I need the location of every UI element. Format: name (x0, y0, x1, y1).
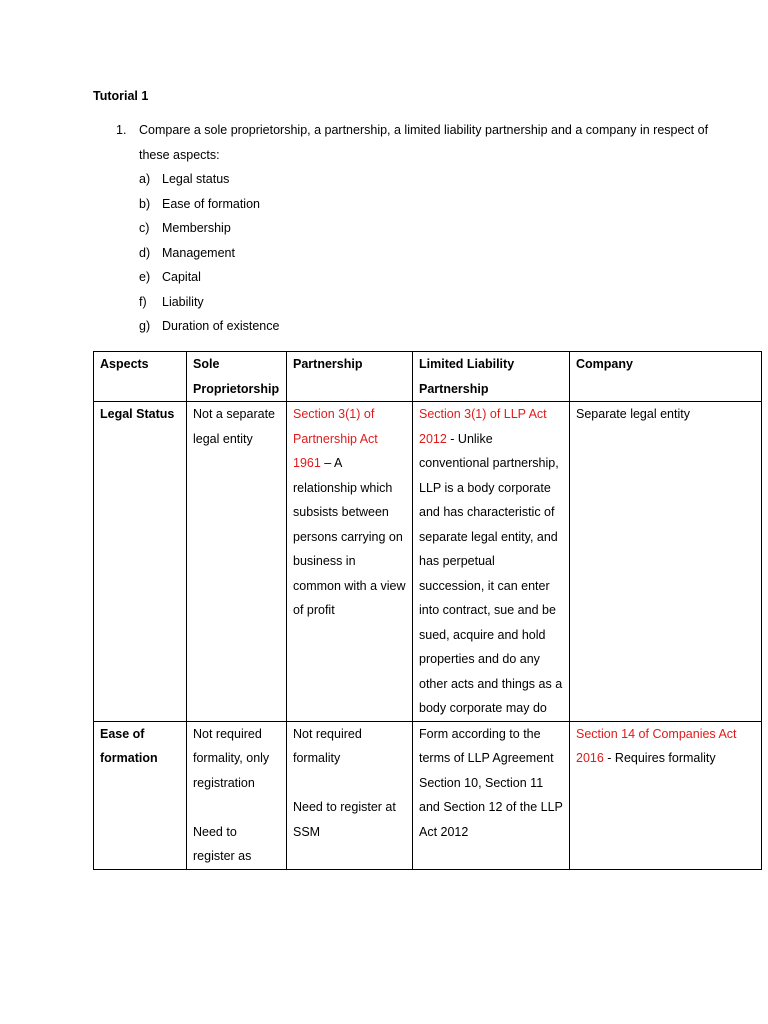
cell-llp-ease-of-formation: Form according to the terms of LLP Agreement Section 10, Section 11 and Section 12 of the LLP Act 2012 (413, 721, 570, 869)
cell-company-ease-of-formation (570, 721, 762, 869)
comparison-table (93, 351, 762, 870)
aspect-label: Membership (162, 221, 231, 235)
aspect-item (139, 314, 736, 339)
cell-sole-ease-of-formation (187, 721, 287, 869)
header-sole-proprietorship: Sole Proprietorship (187, 352, 287, 402)
aspect-label: Management (162, 245, 235, 260)
aspect-item (139, 192, 736, 217)
aspect-list (116, 167, 736, 339)
question-block (116, 118, 736, 339)
aspect-item (139, 265, 736, 290)
cell-text: Need to register as (193, 824, 252, 863)
cell-text: - Unlike conventional partnership, LLP is a body corporate and has characteristic of separate legal entity, and has perpetual succession, it can enter into contract, sue and be sued, acquire and hold properties and do any other acts and things as a body corporate may do (419, 431, 563, 715)
row-heading-ease-of-formation: Ease of formation (94, 721, 187, 869)
cell-partnership-ease-of-formation (287, 721, 413, 869)
aspect-letter: c) (139, 221, 150, 235)
aspect-item (139, 241, 736, 266)
aspect-letter: f) (139, 294, 147, 309)
aspect-letter: a) (139, 172, 151, 186)
cell-sole-legal-status: Not a separate legal entity (187, 402, 287, 722)
aspect-item (139, 290, 736, 315)
cell-text: Not required formality, only registration (193, 726, 270, 790)
header-company: Company (570, 352, 762, 402)
aspect-letter: e) (139, 270, 151, 284)
aspect-label: Liability (162, 294, 204, 309)
aspect-label: Legal status (162, 172, 230, 186)
header-aspects: Aspects (94, 352, 187, 402)
aspect-label: Duration of existence (162, 319, 280, 333)
table-row (94, 402, 762, 722)
aspect-letter: d) (139, 245, 151, 260)
table-header-row (94, 352, 762, 402)
question-number: 1. (116, 123, 127, 137)
aspect-letter: g) (139, 319, 151, 333)
page-title: Tutorial 1 (93, 89, 149, 103)
aspect-item (139, 167, 736, 192)
cell-llp-legal-status (413, 402, 570, 722)
statute-reference: Section 3(1) of LLP Act 2012 (419, 407, 547, 446)
aspect-letter: b) (139, 196, 151, 211)
question-text: Compare a sole proprietorship, a partnership, a limited liability partnership and a company in respect of these aspects: (139, 123, 709, 162)
cell-text: – A relationship which subsists between persons carrying on business in common with a view of profit (293, 456, 406, 617)
cell-company-legal-status: Separate legal entity (570, 402, 762, 722)
table-row (94, 721, 762, 869)
statute-reference: Section 3(1) of Partnership Act 1961 (293, 407, 378, 470)
header-llp: Limited Liability Partnership (413, 352, 570, 402)
cell-partnership-legal-status (287, 402, 413, 722)
cell-text: Not required formality (293, 726, 362, 765)
statute-reference: Section 14 of Companies Act 2016 (576, 726, 737, 765)
aspect-label: Capital (162, 270, 201, 284)
cell-text: - Requires formality (603, 751, 716, 765)
aspect-label: Ease of formation (162, 196, 260, 211)
cell-text: Need to register at SSM (293, 800, 396, 839)
row-heading-legal-status: Legal Status (94, 402, 187, 722)
aspect-item (139, 216, 736, 241)
header-partnership: Partnership (287, 352, 413, 402)
